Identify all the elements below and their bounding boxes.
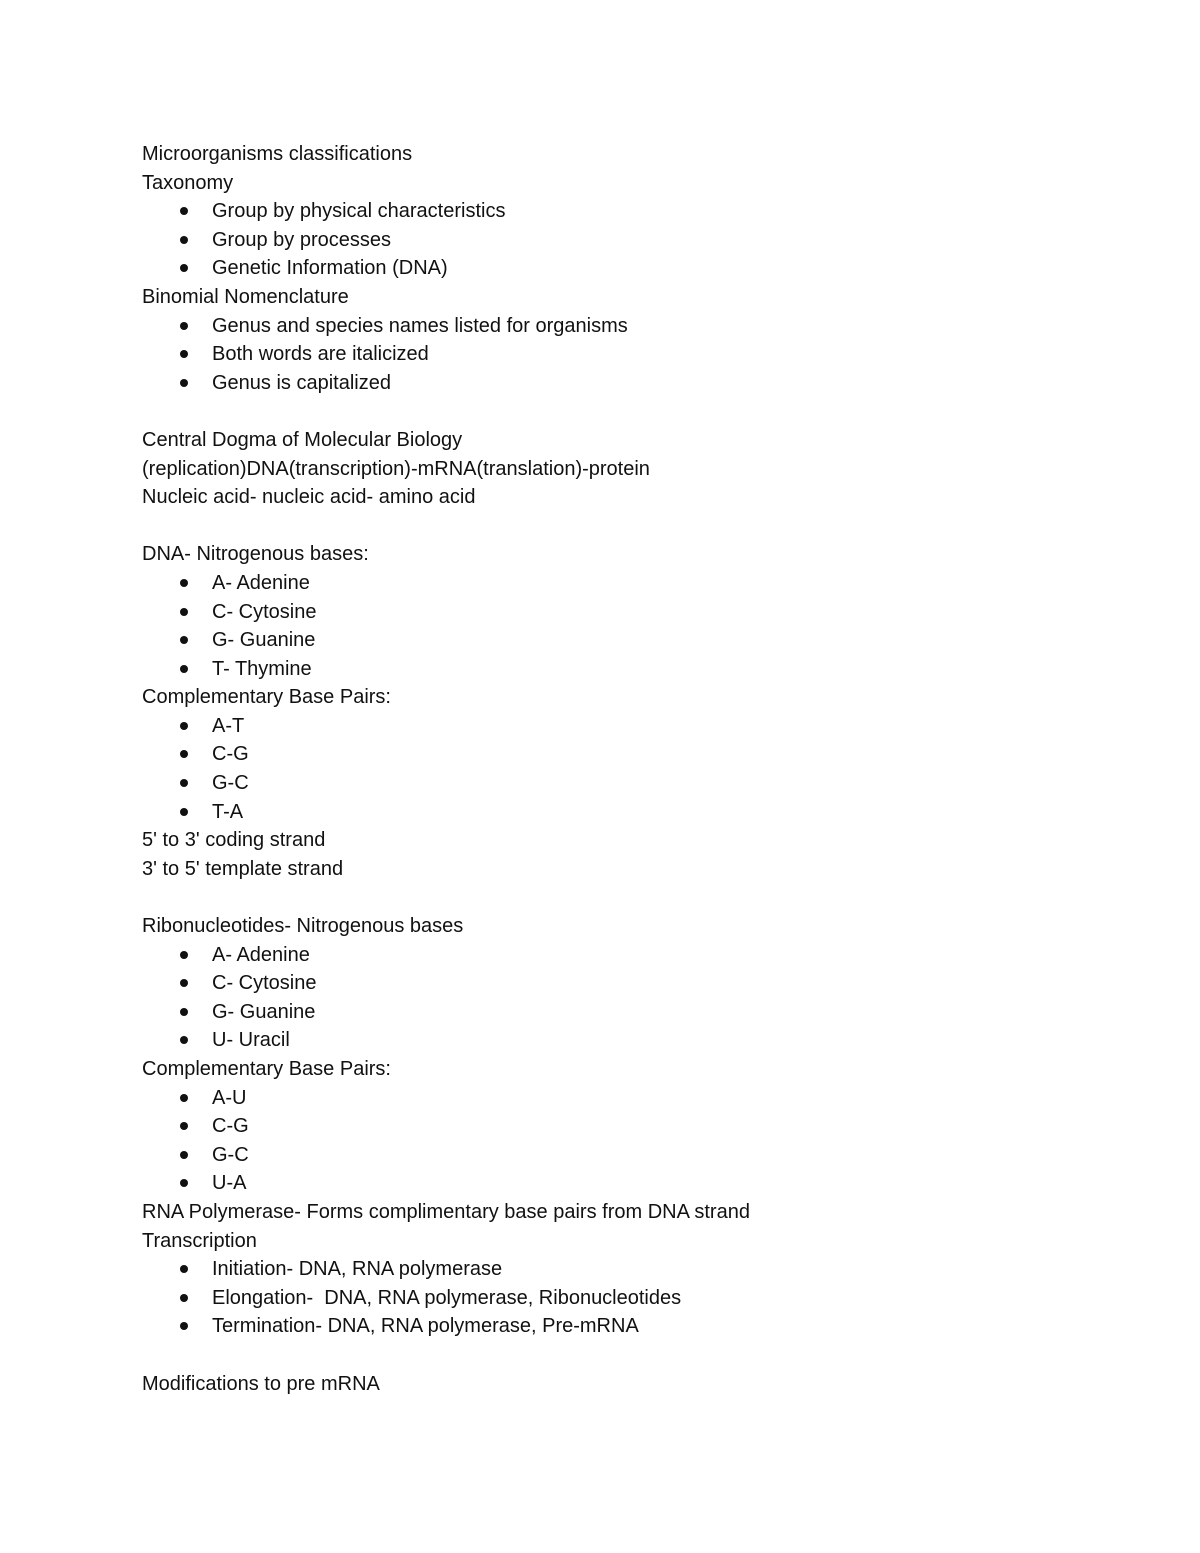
bullet-list-item [142, 569, 1042, 598]
line-text: 5' to 3' coding strand [142, 829, 326, 852]
blank-line [142, 883, 1042, 912]
bullet-list-item [142, 369, 1042, 398]
bullet-text: G-C [212, 772, 249, 795]
bullet-list-item [142, 941, 1042, 970]
bullet-text: C-G [212, 743, 249, 766]
bullet-text: Genus and species names listed for organisms [212, 314, 628, 337]
text-line [142, 140, 1042, 169]
bullet-list-item [142, 626, 1042, 655]
bullet-text: T- Thymine [212, 657, 312, 680]
blank-line [142, 1341, 1042, 1370]
bullet-list-item [142, 1312, 1042, 1341]
line-text: (replication)DNA(transcription)-mRNA(translation)-protein [142, 457, 650, 480]
bullet-list-item [142, 1026, 1042, 1055]
text-line [142, 1227, 1042, 1256]
bullet-dot-icon [180, 665, 188, 673]
bullet-list-item [142, 598, 1042, 627]
text-line [142, 483, 1042, 512]
line-text: DNA- Nitrogenous bases: [142, 543, 369, 566]
bullet-dot-icon [180, 1094, 188, 1102]
bullet-dot-icon [180, 750, 188, 758]
bullet-list-item [142, 226, 1042, 255]
bullet-dot-icon [180, 350, 188, 358]
bullet-text: A- Adenine [212, 571, 310, 594]
text-line [142, 826, 1042, 855]
bullet-text: U- Uracil [212, 1029, 290, 1052]
bullet-text: Group by physical characteristics [212, 200, 506, 223]
text-line [142, 912, 1042, 941]
bullet-list-item [142, 1141, 1042, 1170]
bullet-list-item [142, 312, 1042, 341]
bullet-dot-icon [180, 951, 188, 959]
text-line [142, 426, 1042, 455]
text-line [142, 1370, 1042, 1399]
line-text: 3' to 5' template strand [142, 857, 344, 880]
line-text: Central Dogma of Molecular Biology [142, 428, 463, 451]
bullet-dot-icon [180, 379, 188, 387]
bullet-text: C- Cytosine [212, 600, 317, 623]
bullet-list-item [142, 1084, 1042, 1113]
bullet-text: T-A [212, 800, 244, 823]
bullet-dot-icon [180, 1322, 188, 1330]
bullet-text: Both words are italicized [212, 343, 429, 366]
bullet-text: G- Guanine [212, 1000, 316, 1023]
bullet-text: Termination- DNA, RNA polymerase, Pre-mRNA [212, 1315, 639, 1338]
bullet-text: C-G [212, 1115, 249, 1138]
text-line [142, 855, 1042, 884]
bullet-list-item [142, 197, 1042, 226]
bullet-dot-icon [180, 1036, 188, 1044]
bullet-text: Genetic Information (DNA) [212, 257, 448, 280]
bullet-dot-icon [180, 979, 188, 987]
bullet-text: A-T [212, 714, 245, 737]
bullet-list-item [142, 969, 1042, 998]
bullet-dot-icon [180, 1179, 188, 1187]
bullet-dot-icon [180, 207, 188, 215]
line-text: Complementary Base Pairs: [142, 686, 391, 709]
line-text: RNA Polymerase- Forms complimentary base pairs from DNA strand [142, 1200, 750, 1223]
bullet-list-item [142, 740, 1042, 769]
bullet-dot-icon [180, 779, 188, 787]
bullet-list-item [142, 998, 1042, 1027]
text-line [142, 455, 1042, 484]
bullet-text: G- Guanine [212, 629, 316, 652]
bullet-dot-icon [180, 264, 188, 272]
bullet-text: C- Cytosine [212, 972, 317, 995]
bullet-dot-icon [180, 1008, 188, 1016]
text-line [142, 1198, 1042, 1227]
bullet-list-item [142, 254, 1042, 283]
bullet-text: Initiation- DNA, RNA polymerase [212, 1258, 503, 1281]
bullet-text: Genus is capitalized [212, 371, 391, 394]
bullet-text: A-U [212, 1086, 247, 1109]
bullet-dot-icon [180, 579, 188, 587]
bullet-dot-icon [180, 608, 188, 616]
bullet-dot-icon [180, 236, 188, 244]
bullet-dot-icon [180, 1265, 188, 1273]
bullet-dot-icon [180, 1122, 188, 1130]
bullet-dot-icon [180, 1151, 188, 1159]
text-line [142, 169, 1042, 198]
line-text: Binomial Nomenclature [142, 285, 349, 308]
bullet-dot-icon [180, 322, 188, 330]
text-line [142, 540, 1042, 569]
bullet-list-item [142, 1169, 1042, 1198]
bullet-list-item [142, 712, 1042, 741]
bullet-list-item [142, 1284, 1042, 1313]
text-line [142, 1055, 1042, 1084]
bullet-list-item [142, 798, 1042, 827]
bullet-list-item [142, 340, 1042, 369]
bullet-list-item [142, 655, 1042, 684]
bullet-text: Elongation- DNA, RNA polymerase, Ribonucleotides [212, 1286, 682, 1309]
bullet-list-item [142, 769, 1042, 798]
bullet-list-item [142, 1112, 1042, 1141]
document-page [142, 140, 1042, 1398]
bullet-text: U-A [212, 1172, 247, 1195]
bullet-text: G-C [212, 1143, 249, 1166]
bullet-dot-icon [180, 636, 188, 644]
line-text: Modifications to pre mRNA [142, 1372, 380, 1395]
line-text: Nucleic acid- nucleic acid- amino acid [142, 486, 476, 509]
line-text: Complementary Base Pairs: [142, 1058, 391, 1080]
bullet-text: Group by processes [212, 228, 391, 251]
bullet-text: A- Adenine [212, 943, 310, 966]
bullet-dot-icon [180, 1294, 188, 1302]
line-text: Transcription [142, 1229, 257, 1252]
blank-line [142, 397, 1042, 426]
line-text: Microorganisms classifications [142, 143, 413, 165]
bullet-dot-icon [180, 722, 188, 730]
bullet-dot-icon [180, 808, 188, 816]
line-text: Taxonomy [142, 171, 234, 194]
blank-line [142, 512, 1042, 541]
bullet-list-item [142, 1255, 1042, 1284]
text-line [142, 283, 1042, 312]
line-text: Ribonucleotides- Nitrogenous bases [142, 915, 464, 938]
text-line [142, 683, 1042, 712]
